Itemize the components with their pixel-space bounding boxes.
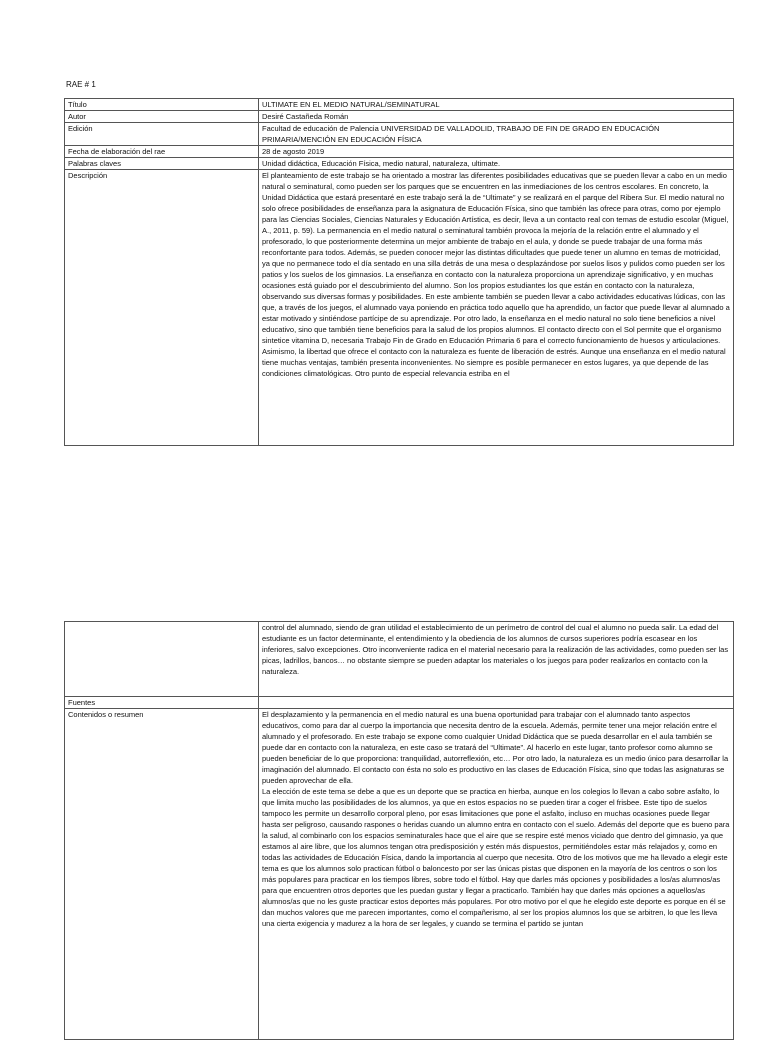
table-row bbox=[65, 111, 734, 123]
table-row bbox=[65, 99, 734, 111]
table-row bbox=[65, 158, 734, 170]
row-key-fecha: Fecha de elaboración del rae bbox=[65, 146, 259, 158]
row-key-autor: Autor bbox=[65, 111, 259, 123]
table-row bbox=[65, 123, 734, 146]
descripcion-text: El planteamiento de este trabajo se ha orientado a mostrar las diferentes posibilidades educativas que se pueden llevar a cabo en un medio natural o seminatural, como pueden ser los parques que se encuentren en las inmediaciones de los centros escolares. En concreto, la Unidad Didáctica que estará presentaré en este trabajo será la de “Ultimate” y se realizará en el parque del Ribera Sur. El medio natural no solo ofrece posibilidades de enseñanza para la asignatura de Educación Física, sino que también las ofrece para otras, como por ejemplo para las Ciencias Sociales, Ciencias Naturales y Educación Artística, es decir, lleva a un contacto real con temas de estudio escolar (Miguel, A., 2011, p. 59). La permanencia en el medio natural o seminatural también provoca la mejoría de la relación entre el alumnado y el profesorado, lo que posteriormente determina un mejor ambiente de trabajo en el aula, y donde se puede trabajar de una forma más reconfortante para todos. Además, se pueden conocer mejor las distintas dificultades que puede tener un alumno en temas de motricidad, ya que no permanece todo el día sentado en una silla detrás de una mesa o desplazándose por suelos lisos y pulidos como pueden ser los patios y los suelos de los gimnasios. La enseñanza en contacto con la naturaleza proporciona un aprendizaje significativo, y en muchas ocasiones está guiado por el descubrimiento del alumno. Son los propios estudiantes los que están en contacto con la naturaleza, observando sus diversas formas y posibilidades. En este ambiente también se pueden llevar a cabo actividades educativas lúdicas, con las que, a través de los juegos, el alumnado vaya poniendo en práctica todo aquello que ha aprendido, un factor que puede llevar al alumnado a estar motivado y sintiéndose partícipe de su aprendizaje. Por otro lado, la enseñanza en el medio natural no solo tiene beneficios a nivel educativo, sino que también tiene beneficios para la salud de los propios alumnos. El contacto directo con el Sol permite que el organismo sintetice vitamina D, necesaria Trabajo Fin de Grado en Educación Primaria 6 para el correcto funcionamiento de huesos y articulaciones. Asimismo, la libertad que ofrece el contacto con la naturaleza es fuente de liberación de estrés. Aunque una enseñanza en el medio natural tiene muchas ventajas, también presenta inconvenientes. No siempre es posible permanecer en estos lugares, ya que depende de las condiciones climatológicas. Otro punto de especial relevancia estriba en el bbox=[262, 171, 730, 378]
row-key-titulo: Título bbox=[65, 99, 259, 111]
row-key-descripcion: Descripción bbox=[65, 170, 259, 446]
descripcion-continuation-text: control del alumnado, siendo de gran utilidad el establecimiento de un perímetro de control del cual el alumno no pueda salir. La edad del estudiante es un factor determinante, el entendimiento y la obediencia de los alumnos de cursos superiores podría escasear en los inferiores, salvo excepciones. Otro inconveniente radica en el material necesario para la realización de las actividades, como pueden ser las picas, ladrillos, bancos… no obstante siempre se pueden adaptar los materiales o los juegos para poder realizarlos en contacto con la naturaleza. bbox=[262, 623, 729, 676]
rae-table-page-1 bbox=[64, 98, 734, 446]
contenidos-paragraph-2: La elección de este tema se debe a que es un deporte que se practica en hierba, aunque en los colegios lo llevan a cabo sobre asfalto, lo que limita mucho las posibilidades de los alumnos, ya que en estos espacios no se pueden tirar a coger el frisbee. Este tipo de suelos tampoco les permite un desarrollo corporal pleno, por esas limitaciones que pone el asfalto, incluso en muchas ocasiones puede llegar hasta ser peligroso, causando raspones o heridas cuando un alumno entra en contacto con el suelo. Además del deporte que es bueno para la salud, al combinarlo con los espacios seminaturales hace que el aire que se respire esté menos viciado que dentro del gimnasio, ya que estamos al aire libre, que los alumnos tengan otra predisposición y estén más dispuestos, permitiéndoles estar más relajados y, como en todas las actividades de Educación Física, dando la importancia al cuerpo que necesita. Otro de los motivos que me ha llevado a elegir este tema es que los alumnos solo practican fútbol o baloncesto por ser las únicas pistas que disponen en la mayoría de los centros o son los más populares para practicar en los tiempos libres, sobre todo el fútbol. Hay que darles más opciones y posibilidades a los/as alumnos/as para que encuentren otros deportes que les puedan gustar y llegar a practicarlo. También hay que darles más opciones a aquellos/as alumnos/as que no les guste practicar estos deportes más populares. Por otro motivo por el que he elegido este deporte es porque en él se dan muchos valores que me parecen importantes, como el compañerismo, al ser los propios alumnos los que se arbitren, lo que les lleva una cierta exigencia y madurez a la hora de ser legales, y cuando se termina el partido se juntan bbox=[262, 787, 730, 928]
row-value-descripcion bbox=[259, 170, 734, 446]
row-value-palabras: Unidad didáctica, Educación Física, medio natural, naturaleza, ultimate. bbox=[259, 158, 734, 170]
row-value-fuentes bbox=[259, 697, 734, 709]
row-value-titulo: ULTIMATE EN EL MEDIO NATURAL/SEMINATURAL bbox=[259, 99, 734, 111]
row-key-continuation bbox=[65, 622, 259, 697]
table-row bbox=[65, 709, 734, 1040]
row-value-autor: Desiré Castañeda Román bbox=[259, 111, 734, 123]
row-value-fecha: 28 de agosto 2019 bbox=[259, 146, 734, 158]
row-key-edicion: Edición bbox=[65, 123, 259, 146]
row-key-contenidos: Contenidos o resumen bbox=[65, 709, 259, 1040]
row-key-fuentes: Fuentes bbox=[65, 697, 259, 709]
contenidos-text bbox=[262, 709, 730, 1039]
row-value-edicion: Facultad de educación de Palencia UNIVERSIDAD DE VALLADOLID, TRABAJO DE FIN DE GRADO EN EDUCACIÓN PRIMARIA/MENCIÓN EN EDUCACIÓN FÍSICA bbox=[259, 123, 734, 146]
rae-number-label: RAE # 1 bbox=[66, 80, 96, 89]
row-key-palabras: Palabras claves bbox=[65, 158, 259, 170]
table-row bbox=[65, 622, 734, 697]
row-value-continuation bbox=[259, 622, 734, 697]
rae-table-page-2 bbox=[64, 621, 734, 1040]
contenidos-paragraph-1: El desplazamiento y la permanencia en el medio natural es una buena oportunidad para trabajar con el alumnado tanto aspectos educativos, como para dar al cuerpo la importancia que necesita dentro de la escuela. Además, permite tener una mejor relación entre el alumnado y el profesorado. En este trabajo se expone como cualquier Unidad Didáctica que se pueda desarrollar en el aula también se puede dar en contacto con la naturaleza, en este caso se tratará del “Ultimate”. Al hacerlo en este lugar, tanto profesor como alumno se pueden beneficiar de lo que proporciona: tranquilidad, autorreflexión, etc… Por otro lado, la naturaleza es un medio único para desarrollar la imaginación del alumnado. El contacto con ésta no solo es productivo en las clases de Educación Física, sino que todas las asignaturas se pueden aprovechar de ella. bbox=[262, 710, 729, 785]
table-row bbox=[65, 146, 734, 158]
row-value-contenidos bbox=[259, 709, 734, 1040]
table-row bbox=[65, 697, 734, 709]
table-row bbox=[65, 170, 734, 446]
